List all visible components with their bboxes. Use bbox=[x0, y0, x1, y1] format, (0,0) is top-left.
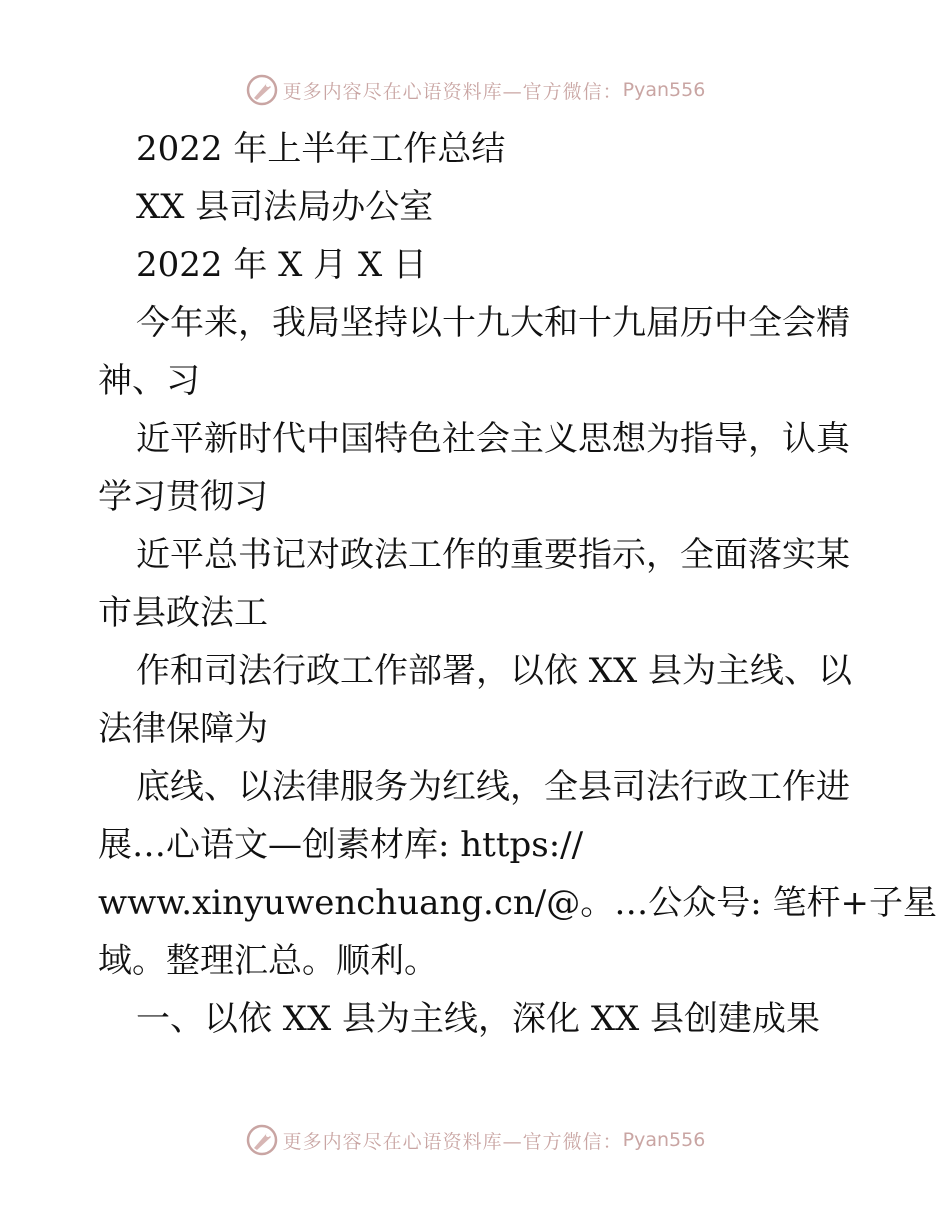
paragraph-line: 近平总书记对政法工作的重要指示，全面落实某 bbox=[136, 535, 850, 575]
paragraph-line: 今年来，我局坚持以十九大和十九届历中全会精 bbox=[136, 303, 850, 343]
doc-title: 2022 年上半年工作总结 bbox=[136, 129, 506, 169]
watermark-banner-top bbox=[0, 70, 950, 110]
paragraph-line: 展…心语文—创素材库: https:// bbox=[98, 825, 584, 865]
pen-nib-logo-icon bbox=[245, 1123, 279, 1157]
doc-department: XX 县司法局办公室 bbox=[136, 187, 434, 227]
watermark-text: 更多内容尽在心语资料库—官方微信： bbox=[282, 1130, 623, 1153]
document-body bbox=[98, 120, 937, 1048]
section-heading: 一、以依 XX 县为主线，深化 XX 县创建成果 bbox=[136, 999, 821, 1039]
watermark-text: 更多内容尽在心语资料库—官方微信： bbox=[282, 80, 623, 103]
paragraph-line: 法律保障为 bbox=[98, 709, 268, 749]
doc-date: 2022 年 X 月 X 日 bbox=[136, 245, 427, 285]
watermark-banner-bottom bbox=[0, 1120, 950, 1160]
paragraph-line: 底线、以法律服务为红线，全县司法行政工作进 bbox=[136, 767, 850, 807]
paragraph-line: 神、习 bbox=[98, 361, 200, 401]
watermark-contact: Pyan556 bbox=[622, 1129, 706, 1151]
watermark-contact: Pyan556 bbox=[622, 79, 706, 101]
paragraph-line: 学习贯彻习 bbox=[98, 477, 268, 517]
paragraph-line: 市县政法工 bbox=[98, 593, 268, 633]
paragraph-line: 近平新时代中国特色社会主义思想为指导，认真 bbox=[136, 419, 850, 459]
paragraph-line: 域。整理汇总。顺利。 bbox=[98, 941, 438, 981]
paragraph-line: 作和司法行政工作部署，以依 XX 县为主线、以 bbox=[136, 651, 853, 691]
pen-nib-logo-icon bbox=[245, 73, 279, 107]
paragraph-line: www.xinyuwenchuang.cn/@。…公众号: 笔杆+子星 bbox=[98, 883, 937, 923]
